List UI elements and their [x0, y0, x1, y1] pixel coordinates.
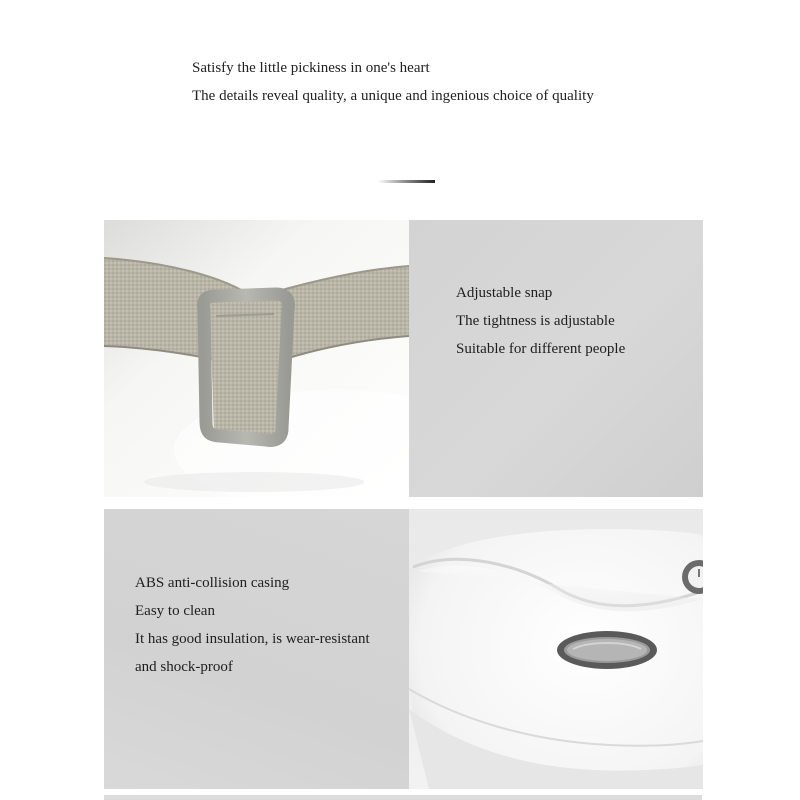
feature-adjustable-snap: Adjustable snap: [456, 285, 553, 301]
casing-feature-list: [135, 569, 370, 681]
feature-shock-proof: and shock-proof: [135, 659, 233, 675]
intro-description: The details reveal quality, a unique and ingenious choice of quality: [192, 88, 594, 104]
casing-photo: [409, 509, 703, 789]
feature-insulation: It has good insulation, is wear-resistant: [135, 631, 370, 647]
casing-info-panel: [104, 509, 409, 789]
strap-info-panel: [409, 220, 703, 497]
intro-tagline: Satisfy the little pickiness in one's heart: [192, 60, 430, 76]
section-divider: [378, 180, 435, 183]
feature-easy-clean: Easy to clean: [135, 603, 215, 619]
intro-block: [192, 54, 752, 110]
strap-feature-list: [456, 279, 625, 363]
strap-photo: [104, 220, 409, 497]
feature-tightness: The tightness is adjustable: [456, 313, 615, 329]
feature-abs-casing: ABS anti-collision casing: [135, 575, 290, 591]
feature-suitable-people: Suitable for different people: [456, 341, 626, 357]
bottom-rule: [104, 795, 702, 800]
